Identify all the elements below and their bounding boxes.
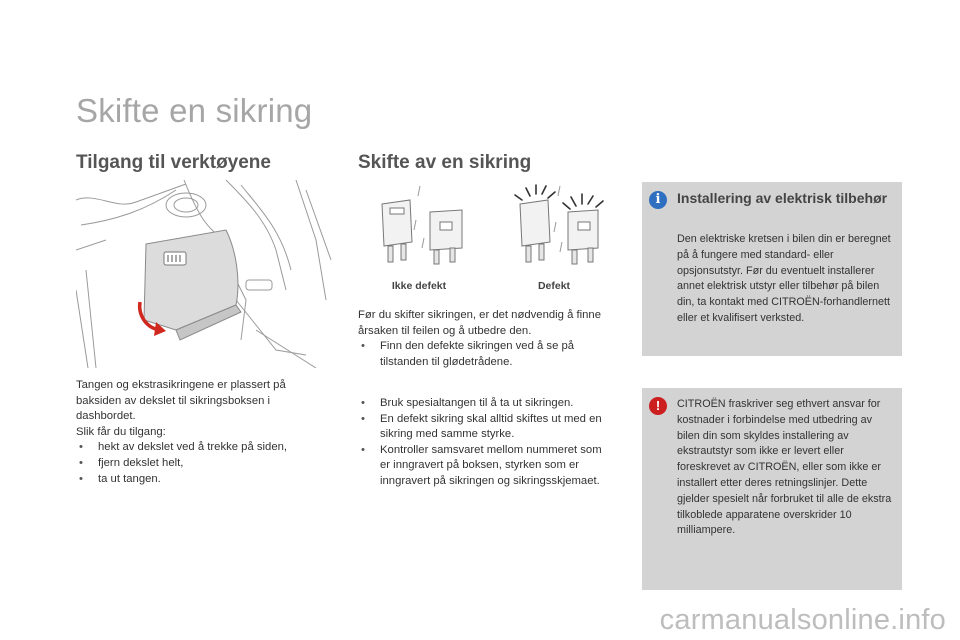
access-instructions xyxy=(76,378,326,487)
list-item: • ta ut tangen. xyxy=(76,472,326,488)
info-panel xyxy=(642,182,902,356)
list-item: • Kontroller samsvaret mellom nummeret som er inngravert på boksen, styrken som er inngravert på sikringen og sikringsskjemaet. xyxy=(358,443,613,490)
info-panel-body: Den elektriske kretsen i bilen din er beregnet på å fungere med standard- eller opsjonsutstyr. Før du eventuelt installerer annet elektrisk utstyr eller tilbehør på bilen din, ta kontakt med CITROËN-forhandlernett eller et kvalifisert verksted. xyxy=(677,233,891,324)
access-lead: Slik får du tilgang: xyxy=(76,425,166,438)
info-panel-title: Installering av elektrisk tilbehør xyxy=(677,190,888,206)
change-intro-block xyxy=(358,308,613,370)
warning-icon: ! xyxy=(649,397,667,415)
access-steps-list xyxy=(76,440,326,487)
change-steps-list-1 xyxy=(358,339,613,370)
change-steps-list-2 xyxy=(358,396,613,490)
warning-panel xyxy=(642,388,902,590)
list-item: • Bruk spesialtangen til å ta ut sikringen. xyxy=(358,396,613,412)
change-steps-block xyxy=(358,396,613,490)
fuse-comparison-illustration xyxy=(370,182,610,274)
list-item: • En defekt sikring skal alltid skiftes ut med en sikring med samme styrke. xyxy=(358,412,613,443)
intact-fuse xyxy=(382,200,462,264)
warning-panel-body: CITROËN fraskriver seg ethvert ansvar for kostnader i forbindelse med utbedring av bilen din som skyldes installering av ekstrautstyr som ikke er levert eller foreskrevet av CITROËN, eller som ikke er installert etter deres retningslinjer. Dette gjelder spesielt når forbruket til alle de ekstra tilkoblede apparatene overskrider 10 milliampere. xyxy=(677,398,892,537)
fuse-label-defective: Defekt xyxy=(537,280,571,292)
list-item: • Finn den defekte sikringen ved å se på tilstanden til glødetrådene. xyxy=(358,339,613,370)
defective-fuse xyxy=(520,200,598,264)
access-intro: Tangen og ekstrasikringene er plassert på baksiden av dekslet til sikringsboksen i dashbordet. xyxy=(76,379,286,423)
page-title: Skifte en sikring xyxy=(76,92,313,129)
change-section-heading: Skifte av en sikring xyxy=(358,152,532,173)
watermark: carmanualsonline.info xyxy=(659,604,946,636)
list-item: • hekt av dekslet ved å trekke på siden, xyxy=(76,440,326,456)
info-icon: i xyxy=(649,191,667,209)
dashboard-fusebox-illustration xyxy=(76,180,338,368)
change-intro: Før du skifter sikringen, er det nødvendig å finne årsaken til feilen og å utbedre den. xyxy=(358,309,601,337)
fuse-label-ok: Ikke defekt xyxy=(391,280,447,292)
access-section-heading: Tilgang til verktøyene xyxy=(76,152,271,173)
list-item: • fjern dekslet helt, xyxy=(76,456,326,472)
